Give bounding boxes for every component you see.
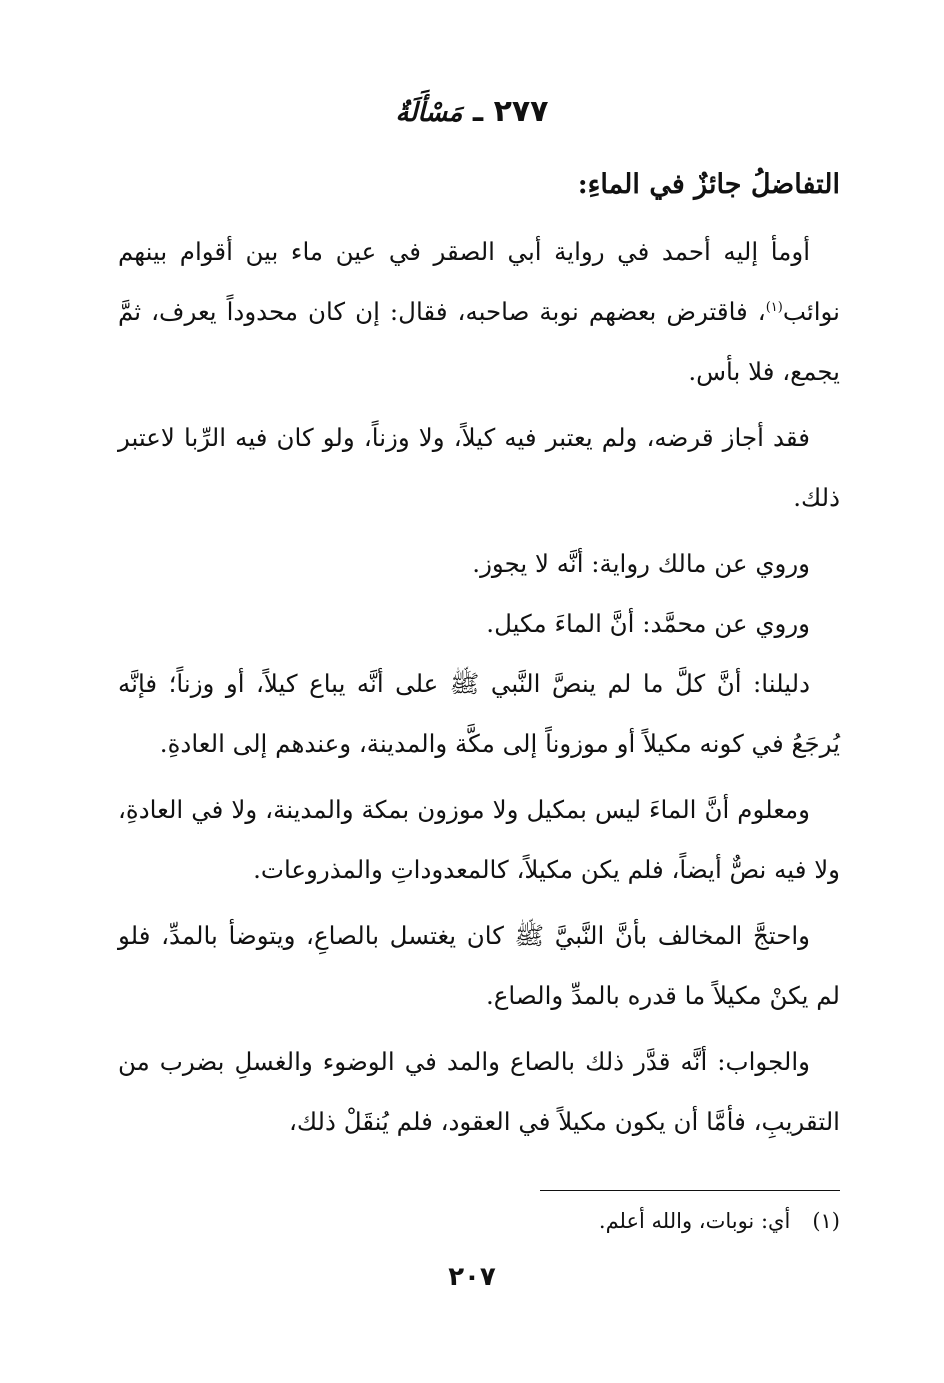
paragraph: واحتجَّ المخالف بأنَّ النَّبيَّ ﷺ كان يغتسل بالصاعِ، ويتوضأ بالمدِّ، فلو لم يكنْ مكيلاً ما قدره بالمدِّ والصاع.: [118, 921, 840, 1010]
footnote-text: أي: نوبات، والله أعلم.: [598, 1209, 791, 1233]
paragraph: وروي عن محمَّد: أنَّ الماءَ مكيل.: [486, 609, 810, 638]
footnote: [118, 1204, 840, 1238]
issue-number: ٢٧٧ ـ: [472, 94, 549, 129]
footnote-divider: [540, 1190, 840, 1191]
paragraph: فقد أجاز قرضه، ولم يعتبر فيه كيلاً، ولا وزناً، ولو كان فيه الرِّبا لاعتبر ذلك.: [118, 423, 840, 512]
paragraph: [118, 222, 840, 402]
issue-subtitle: التفاضلُ جائزٌ في الماءِ:: [577, 169, 840, 200]
issue-word: مَسْأَلَةٌ: [395, 98, 463, 128]
paragraph: ومعلوم أنَّ الماءَ ليس بمكيل ولا موزون بمكة والمدينة، ولا في العادةِ، ولا فيه نصٌّ أيضاً، فلم يكن مكيلاً، كالمعدوداتِ والمذروعات.: [118, 795, 840, 884]
page-number: ٢٠٧: [448, 1262, 496, 1292]
paragraph: وروي عن مالك رواية: أنَّه لا يجوز.: [472, 549, 810, 578]
body-text: [118, 222, 840, 1152]
footnote-reference[interactable]: (١): [765, 299, 783, 315]
paragraph: والجواب: أنَّه قدَّر ذلك بالصاع والمد في الوضوء والغسلِ بضرب من التقريبِ، فأمَّا أن يكون مكيلاً في العقود، فلم يُنقَلْ ذلك،: [118, 1047, 840, 1136]
paragraph-text: أومأ إليه أحمد في رواية أبي الصقر في عين ماء بين أقوام بينهم نوائب: [118, 237, 840, 326]
paragraph-text: ، فاقترض بعضهم نوبة صاحبه، فقال: إن كان محدوداً يعرف، ثمَّ يجمع، فلا بأس.: [118, 297, 840, 386]
footnote-number: (١): [812, 1209, 840, 1233]
paragraph: دليلنا: أنَّ كلَّ ما لم ينصَّ النَّبي ﷺ على أنَّه يباع كيلاً، أو وزناً؛ فإنَّه يُرجَعُ في كونه مكيلاً أو موزوناً إلى مكَّة والمدينة، وعندهم إلى العادةِ.: [118, 669, 840, 758]
issue-heading: [100, 92, 844, 133]
